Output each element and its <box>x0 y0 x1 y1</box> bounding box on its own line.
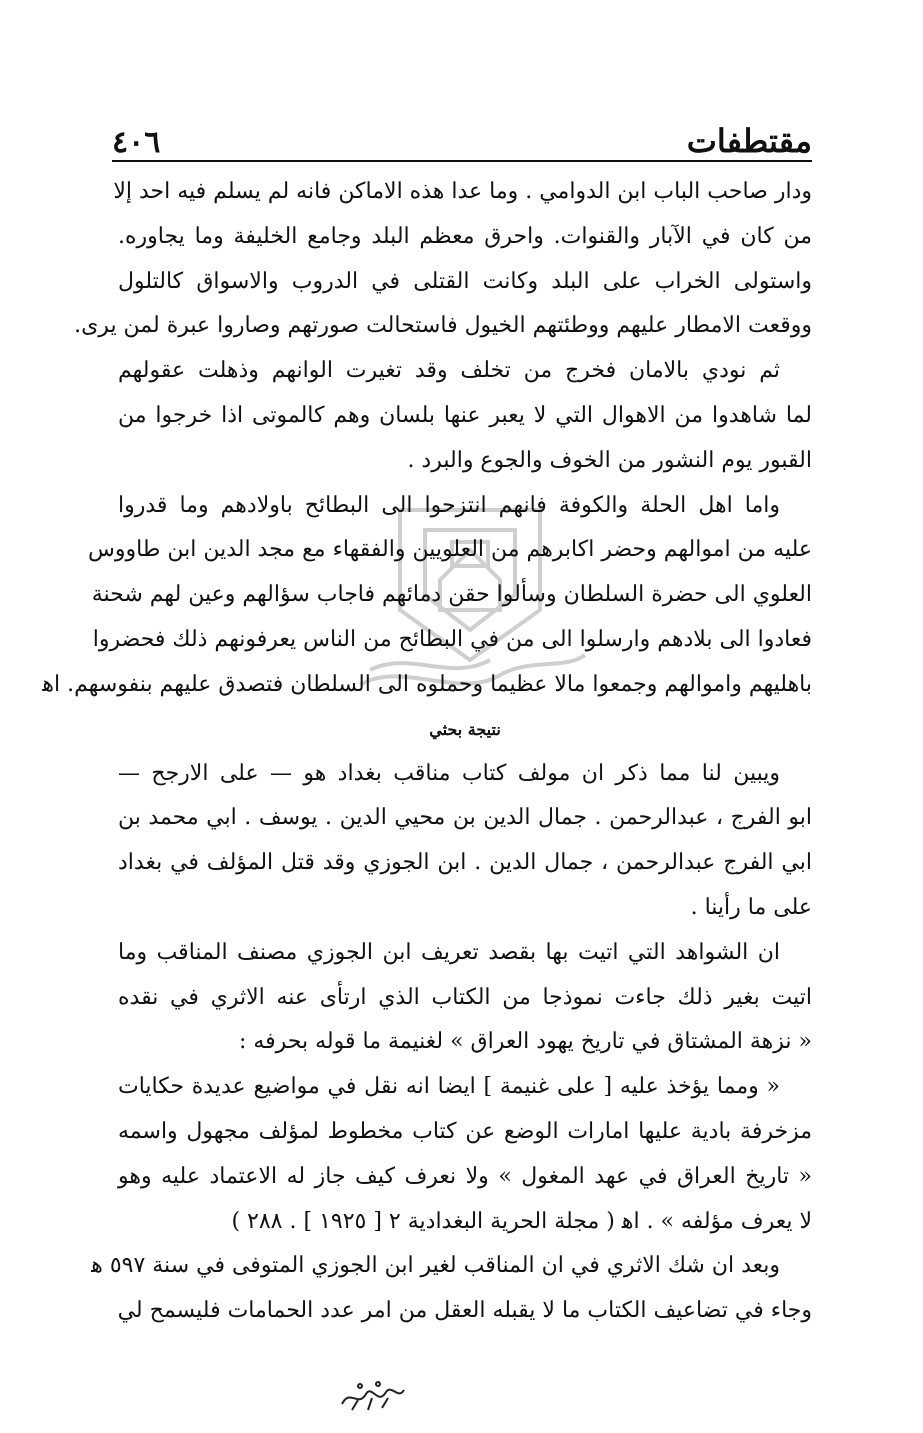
text-line: لا يعرف مؤلفه » . اﻫ ( مجلة الحرية البغدادية ٢ [ ١٩٢٥ ] . ٢٨٨ ) <box>231 1208 812 1234</box>
text-line: من كان في الآبار والقنوات. واحرق معظم البلد وجامع الخليفة وما يجاوره. <box>118 223 812 249</box>
text-line: ابو الفرج ، عبدالرحمن . جمال الدين بن محيي الدين . يوسف . ابي محمد بن <box>118 805 812 831</box>
text-line: باهليهم واموالهم وجمعوا مالا عظيما وحملوه الى السلطان فتصدق عليهم بنفوسهم. اﻫ <box>42 671 812 697</box>
text-line: على ما رأينا . <box>690 894 812 920</box>
catchword-ornament-icon <box>338 1378 408 1414</box>
page-number: ٤٠٦ <box>112 125 161 160</box>
header-rule <box>112 160 812 162</box>
text-line: القبور يوم النشور من الخوف والجوع والبرد . <box>407 447 812 473</box>
text-line: ودار صاحب الباب ابن الدوامي . وما عدا هذه الاماكن فانه لم يسلم فيه احد إلا <box>113 179 812 204</box>
paragraph-7 <box>91 1244 812 1334</box>
text-line: « ومما يؤخذ عليه [ على غنيمة ] ايضا انه نقل في مواضيع عديدة حكايات <box>118 1074 780 1100</box>
paragraph-6-quotation <box>118 1065 812 1244</box>
text-line: ابي الفرج عبدالرحمن ، جمال الدين . ابن الجوزي وقد قتل المؤلف في بغداد <box>118 850 812 876</box>
text-line: وجاء في تضاعيف الكتاب ما لا يقبله العقل من امر عدد الحمامات فليسمح لي <box>117 1298 812 1324</box>
paragraph-2 <box>118 349 812 483</box>
text-line: واما اهل الحلة والكوفة فانهم انتزحوا الى البطائح باولادهم وما قدروا <box>118 492 780 518</box>
page-header <box>112 104 812 160</box>
text-line: وبعد ان شك الاثري في ان المناقب لغير ابن الجوزي المتوفى في سنة ٥٩٧ ﻫ <box>91 1253 780 1279</box>
paragraph-5 <box>118 931 812 1065</box>
text-line: ثم نودي بالامان فخرج من تخلف وقد تغيرت الوانهم وذهلت عقولهم <box>118 358 780 384</box>
text-line: عليه من اموالهم وحضر اكابرهم من العلويين والفقهاء مع مجد الدين ابن طاووس <box>88 537 812 563</box>
text-line: « تاريخ العراق في عهد المغول » ولا نعرف كيف جاز له الاعتماد عليه وهو <box>118 1163 812 1189</box>
paragraph-3 <box>42 484 812 708</box>
body-text <box>42 170 812 1334</box>
text-line: « نزهة المشتاق في تاريخ يهود العراق » لغنيمة ما قوله بحرفه : <box>238 1029 812 1055</box>
text-line: فعادوا الى بلادهم وارسلوا الى من في البطائح من الناس يعرفونهم ذلك فحضروا <box>92 626 812 652</box>
text-line: ووقعت الامطار عليهم ووطئتهم الخيول فاستحالت صورتهم وصاروا عبرة لمن يرى. <box>74 313 812 339</box>
text-line: واستولى الخراب على البلد وكانت القتلى في الدروب والاسواق كالتلول <box>118 268 812 294</box>
text-line: ان الشواهد التي اتيت بها بقصد تعريف ابن الجوزي مصنف المناقب وما <box>118 939 781 965</box>
text-line: اتيت بغير ذلك جاءت نموذجا من الكتاب الذي ارتأى عنه الاثري في نقده <box>118 984 812 1010</box>
text-line: العلوي الى حضرة السلطان وسألوا حقن دمائهم فاجاب سؤالهم وعين لهم شحنة <box>91 582 812 608</box>
section-subheading: نتيجة بحثي <box>429 719 501 739</box>
running-title: مقتطفات <box>686 122 812 160</box>
paragraph-4 <box>118 752 812 931</box>
paragraph-1 <box>74 170 812 349</box>
text-line: لما شاهدوا من الاهوال التي لا يعبر عنها بلسان وهم كالموتى اذا خرجوا من <box>118 402 812 428</box>
text-line: مزخرفة بادية عليها امارات الوضع عن كتاب مخطوط لمؤلف مجهول واسمه <box>118 1118 812 1144</box>
text-line: ويبين لنا مما ذكر ان مولف كتاب مناقب بغداد هو — على الارجح — <box>118 760 780 786</box>
